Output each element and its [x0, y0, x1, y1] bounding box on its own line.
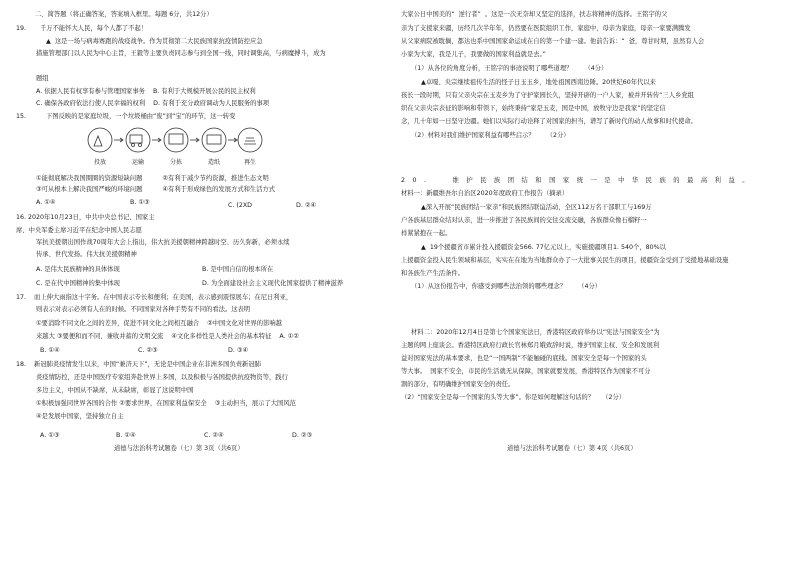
question-text: ▲ 这是一场与病毒赛跑的战疫战争。作为贯彻第二大民族国家抗疫情防控应急 — [46, 38, 263, 45]
exam-page-right — [397, 0, 794, 460]
option-row: ④是发展中国家，坚持独立自主 — [36, 413, 124, 420]
question-text: 炎疫情防控，还是中国医疗专家组奔赴世界上多国，以及积极与各国提供抗疫物资等，践行 — [36, 374, 288, 381]
choice-c: C. 是在代中国精神的集中体现 — [36, 280, 120, 287]
choice-b: B. ①③ — [130, 199, 150, 206]
material-text: 上援疆资金投入民生领域和基层，实实在在地为当地群众办了一大批事关民生的项目，援疆资金受到了受援地基础设施 — [401, 257, 729, 264]
label-toss: 投放 — [93, 159, 107, 166]
choice-d: D. 为全面建设社会主义现代化国家提供了精神滋养 — [202, 280, 344, 287]
recycling-illustration — [84, 122, 264, 178]
question-text: 17. 而上伸大雨指这十字务。在中国表示专长和便利；在美国，表示感到震惊展车；在尼日利亚， — [16, 294, 293, 301]
material-heading: 材料一：新疆维吾尔自治区2020年度政府工作报告（摘录） — [401, 190, 569, 197]
exam-page-left — [0, 0, 397, 460]
option-row: 来越大 ③要便和而不同、兼收并蓄的文明交流 ④文化多样性是人类社会的基本特征 A. ①② — [36, 333, 299, 340]
material-text: 大家公日中国美的“ 逆行者” 。这是一次无奈却又坚定的选择，扶志将精神的选择。王铭宇的父 — [401, 11, 668, 18]
label-recycle: 再生 — [243, 159, 257, 166]
choice-d: D. ③④ — [228, 347, 249, 354]
question-text: 军抗美援朝出国作战70周年大会上指出，伟大抗美援朝精神跨越时空、历久弥新，必须永续 — [36, 239, 290, 246]
question-text: 措施管理部门以人民为中心主旨，王毅等主要负责同志参与到全国一线，同时调集高，与病魔搏斗，成为 — [36, 50, 326, 57]
option-row: ①积极加强同世界各国的合作 ②要求世界，在国家利益保安全 ③主动担当，展示了大国风范 — [36, 400, 296, 407]
material-text: 等大事。 国家不安全，市民的生活就无从保障，国家就要发展，香港特区作为国家不可分 — [401, 368, 651, 375]
material-text: 户各族基层群众结对认亲，进一步推进了各民族间的交往交流交融，各族群众像石榴籽一 — [401, 217, 647, 224]
page-footer: 道德与法治科考试题卷（七）第 4页（共6页） — [507, 445, 637, 452]
question-text: 席、中央军委主席习近平在纪念中国人民志愿 — [16, 227, 142, 234]
recycling-diagram-icon — [84, 122, 264, 178]
material-text: 小家为大家，我是儿子，我要做的国家利益就是去。” — [401, 51, 546, 58]
question-text: 16. 2020年10月23日，中共中央总书记、国家主 — [16, 214, 155, 221]
question-number: 19. — [16, 25, 27, 32]
material-text: ▲卓嘎、央宗继续祖传生活的怪子日玉玉乡，地处祖国西南边陲。20世纪60年代以来 — [421, 79, 656, 86]
material-text: ▲深入开展“民族团结一家亲”和民族团结联谊活动，全区112万名干部职工与169万 — [421, 204, 652, 211]
sub-question: （2）材料对我们维护国家利益有哪些启示？ （2分） — [411, 132, 570, 139]
question-text: 传承、世代发扬。伟大抗美援朝精神 — [36, 251, 137, 258]
material-text: 织在父亲央宗表征的影响和带领下，始终秉持“家是玉麦，国是中国，放牧守边是我家”的坚定信 — [401, 105, 666, 112]
sub-question: （2）“国家安全是每一个国家的头等大事”。你是如何理解这句话的？ （2分） — [401, 394, 626, 401]
sub-question: （1）从各位的角度分析，王铭宇的事迹说明了哪些道理？ （4分） — [411, 65, 608, 72]
choice-a: A. ①③ — [40, 432, 60, 439]
question-text: 多边主义，中国从不缺席，从未缺席，彰显了这说明中国 — [36, 387, 194, 394]
label-sort: 分拣 — [169, 159, 183, 166]
choice-row: C. 确保各政府依法行使人民幸福的权利 D. 有利于充分政府调动为人民服务的事项 — [36, 100, 270, 107]
choice-row: A. 依据人民有权享有参与管理国家事务 B. 有利于大规模开展公民的民主权利 — [36, 88, 256, 95]
material-text: ▲ 19个援疆省市累计投入援疆资金566. 77亿元以上，实施援疆项目1. 540个，80%以 — [421, 244, 666, 251]
material-text: 样紧紧抱在一起。 — [401, 230, 452, 237]
choice-b: B. 是中国自信的根本所在 — [202, 266, 274, 273]
choice-b: B. ①④ — [116, 432, 136, 439]
choice-d: D. ②③ — [292, 432, 313, 439]
material-text: 从父家病院被耽搁，都达也系中国国家命运成在自的第一个建一建。他前告诉：“ 爸，尊甘时期，虽然有人会 — [401, 38, 705, 45]
question-title: 千万不能怀大人民，每个人都了不起！ — [40, 25, 148, 32]
section-heading: 二、简答题（将正确答案，答案填入框里。每题 6分，共12分） — [35, 11, 213, 18]
question-text: 则表示对表示必须有人在的时候。不同国家对各种手势有不同的看法。这表明 — [36, 306, 251, 313]
material-text: 主题的网上座谈会。香港特区政府行政长官林郑月娥致辞时说，维护国家主权、安全和发展利 — [401, 342, 660, 349]
choice-c: C. ②③ — [138, 347, 158, 354]
material-text: 益对国家宪法的基本要求，也是“一国两制”不能触碰的底线。国家安全是每一个国家的头 — [401, 355, 647, 362]
material-text: 割的部分，有明确维护国家安全的责任。 — [401, 381, 515, 388]
question-number: 15. — [16, 113, 27, 120]
label-papermaking: 造纸 — [207, 159, 221, 166]
choice-a: A. 是伟大民族精神的具体体现 — [36, 266, 120, 273]
choice-c: C. ②④ — [204, 432, 224, 439]
material-text: 材料二：2020年12月4日是第七个国家宪法日，香港特区政府举办以“宪法与国家安全”为 — [411, 329, 660, 336]
question-text: 18. 新冠肺炎疫情发生以来，中国“兼济天下”，无论是中国企业在非洲多国负责新冠肺 — [16, 361, 261, 368]
material-text: 念，几十年如一日坚守边疆。她们以实际行动诠释了对国家的担当，谱写了新时代的动人故事和时代使命。 — [401, 118, 697, 125]
sub-question: （1）从这份报告中，你感受到哪些法治领的哪些理念？ （4分） — [411, 283, 602, 290]
question-text: 下图反映的是家庭垃圾，一个垃圾桶由“废”到“宝”的环节，这一转变 — [46, 113, 236, 120]
material-text: 和各族生产生活条件。 — [401, 270, 464, 277]
label-transport: 运输 — [131, 159, 145, 166]
page-footer: 道德与法治科考试题卷（七）第 3页（共6页） — [114, 445, 244, 452]
material-text: 亲为了支援家来疆，历经几次半年年，仍然要在医院组织工作，家庭中，母亲为家庭，母亲一家要满腾发 — [401, 25, 691, 32]
choice-a: A. ①④ — [36, 199, 56, 206]
option-row: ③可从根本上解决我国严峻的环境问题 ④有利于形成绿色的发展方式和生活方式 — [36, 186, 276, 193]
choice-d: D. ②④ — [296, 202, 317, 209]
material-text: 孩长一段时期，只有父亲央宗在玉麦乡为了守护家园长久，坚持开辟的一户人家，被并开转传“三人乡党组 — [401, 92, 694, 99]
choice-label: 题组 — [36, 75, 49, 82]
question-title: 20. 维护民族团结和国家统一是中华民族的最高利益。 — [401, 177, 757, 184]
option-row: ①要消除不同文化之间的差异，促进不同文化之间相互融合 ②中国文化对世界的影响越 — [36, 320, 282, 327]
choice-c: C. (2XD — [228, 202, 253, 209]
option-row: ①能彻底解决我国圈圈的资源短缺问题 ②有利于减少节约资源，推进生态文明 — [36, 175, 269, 182]
choice-b: B. ①④ — [40, 347, 60, 354]
